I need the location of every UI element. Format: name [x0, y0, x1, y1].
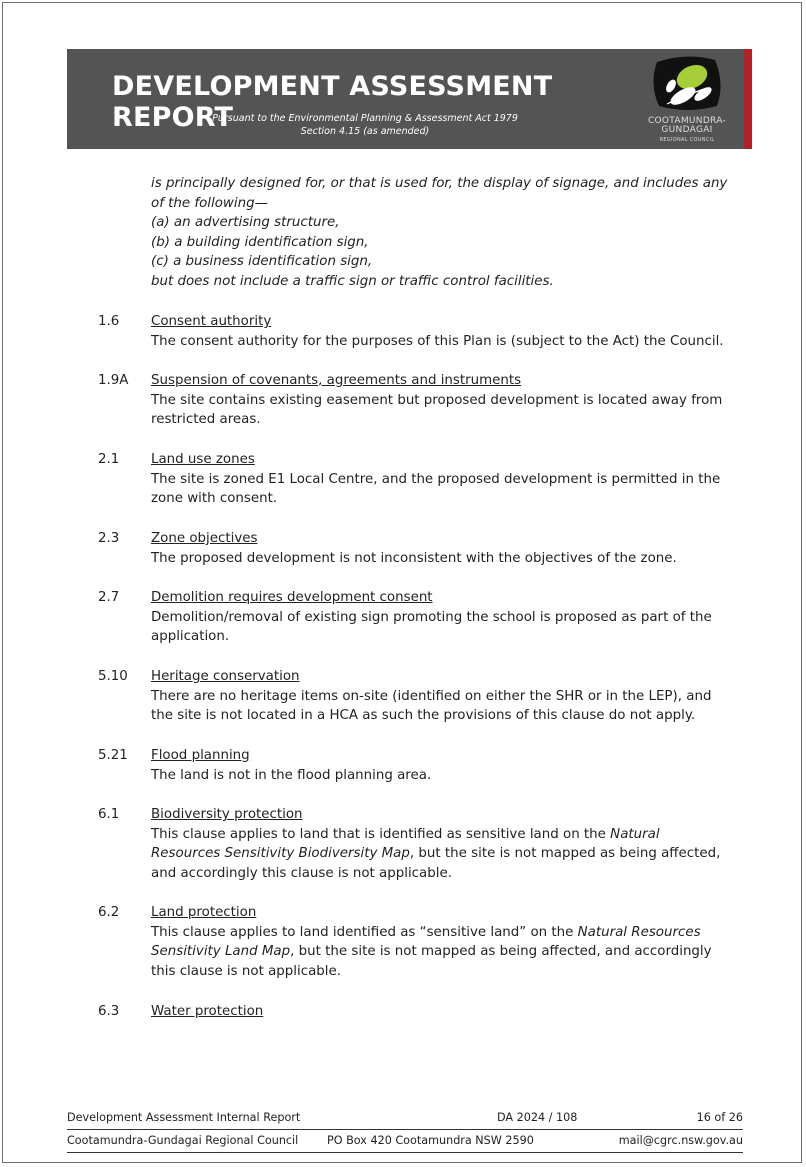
clause-number: 6.3 — [98, 1004, 120, 1019]
clause-text: The site is zoned E1 Local Centre, and the proposed development is permitted in the — [151, 471, 721, 487]
clause-text: Sensitivity Land Map, but the site is not mapped as being affected, and accordingly — [151, 944, 712, 960]
quote-line: (c) a business identification sign, — [151, 254, 373, 270]
footer-council-name: Cootamundra-Gundagai Regional Council — [67, 1134, 299, 1147]
council-logo — [647, 54, 727, 144]
clause-title: Suspension of covenants, agreements and instruments — [151, 373, 522, 388]
clause-title: Land protection — [151, 905, 257, 920]
clause-number: 6.2 — [98, 905, 120, 920]
clause-title: Biodiversity protection — [151, 807, 303, 822]
clause-title: Water protection — [151, 1004, 264, 1019]
council-logo-text: COOTAMUNDRA- GUNDAGAI REGIONAL COUNCIL — [647, 116, 727, 143]
clause-number: 1.9A — [98, 373, 129, 388]
clause-text: There are no heritage items on-site (identified on either the SHR or in the LEP), and — [151, 688, 712, 704]
clause-text: Resources Sensitivity Biodiversity Map, but the site is not mapped as being affected, — [151, 846, 721, 862]
report-subtitle-act: Pursuant to the Environmental Planning & Assessment Act 1979 — [212, 113, 518, 124]
clause-number: 5.10 — [98, 669, 128, 684]
clause-title: Consent authority — [151, 314, 272, 329]
council-leaf-logo-icon — [647, 54, 727, 114]
clause-text: The site contains existing easement but proposed development is located away from — [151, 392, 723, 408]
clause-text: restricted areas. — [151, 412, 261, 428]
clause-text: This clause applies to land identified as “sensitive land” on the Natural Resources — [151, 924, 701, 940]
quote-line: (a) an advertising structure, — [151, 215, 340, 231]
clause-text: this clause is not applicable. — [151, 963, 342, 979]
clause-title: Zone objectives — [151, 531, 258, 546]
clause-text: The proposed development is not inconsistent with the objectives of the zone. — [151, 550, 677, 566]
footer-divider — [67, 1129, 743, 1130]
quote-line: of the following— — [151, 195, 268, 211]
footer-da-number: DA 2024 / 108 — [497, 1111, 578, 1124]
clause-text: The consent authority for the purposes of this Plan is (subject to the Act) the Council. — [151, 333, 724, 349]
clause-title: Land use zones — [151, 452, 255, 467]
header-red-accent — [744, 49, 752, 149]
footer-email: mail@cgrc.nsw.gov.au — [618, 1134, 743, 1147]
clause-number: 6.1 — [98, 807, 120, 822]
clause-text: and accordingly this clause is not applicable. — [151, 865, 452, 881]
footer-report-name: Development Assessment Internal Report — [67, 1111, 301, 1124]
report-subtitle-section: Section 4.15 (as amended) — [300, 126, 430, 137]
clause-text: application. — [151, 629, 230, 645]
intro-definition-quote — [151, 174, 728, 292]
clause-number: 2.3 — [98, 531, 120, 546]
quote-line: is principally designed for, or that is used for, the display of signage, and includes any — [151, 176, 728, 191]
clause-text: the site is not located in a HCA as such the provisions of this clause do not apply. — [151, 708, 696, 724]
report-header-banner — [67, 49, 752, 149]
clause-text: This clause applies to land that is identified as sensitive land on the Natural — [151, 826, 660, 842]
clause-title: Flood planning — [151, 748, 250, 763]
footer-divider — [67, 1152, 743, 1153]
quote-line: but does not include a traffic sign or traffic control facilities. — [151, 273, 554, 289]
report-title: DEVELOPMENT ASSESSMENT REPORT — [112, 71, 553, 133]
clause-number: 1.6 — [98, 314, 120, 329]
clause-number: 2.1 — [98, 452, 120, 467]
clause-title: Demolition requires development consent — [151, 590, 433, 605]
footer-postal-address: PO Box 420 Cootamundra NSW 2590 — [327, 1134, 534, 1147]
quote-line: (b) a building identification sign, — [151, 234, 369, 250]
clause-number: 2.7 — [98, 590, 120, 605]
clause-number: 5.21 — [98, 748, 128, 763]
clause-text: The land is not in the flood planning area. — [151, 767, 432, 783]
clause-text: zone with consent. — [151, 491, 278, 507]
clause-title: Heritage conservation — [151, 669, 300, 684]
clause-text: Demolition/removal of existing sign promoting the school is proposed as part of the — [151, 609, 712, 625]
footer-page-number: 16 of 26 — [696, 1111, 743, 1124]
